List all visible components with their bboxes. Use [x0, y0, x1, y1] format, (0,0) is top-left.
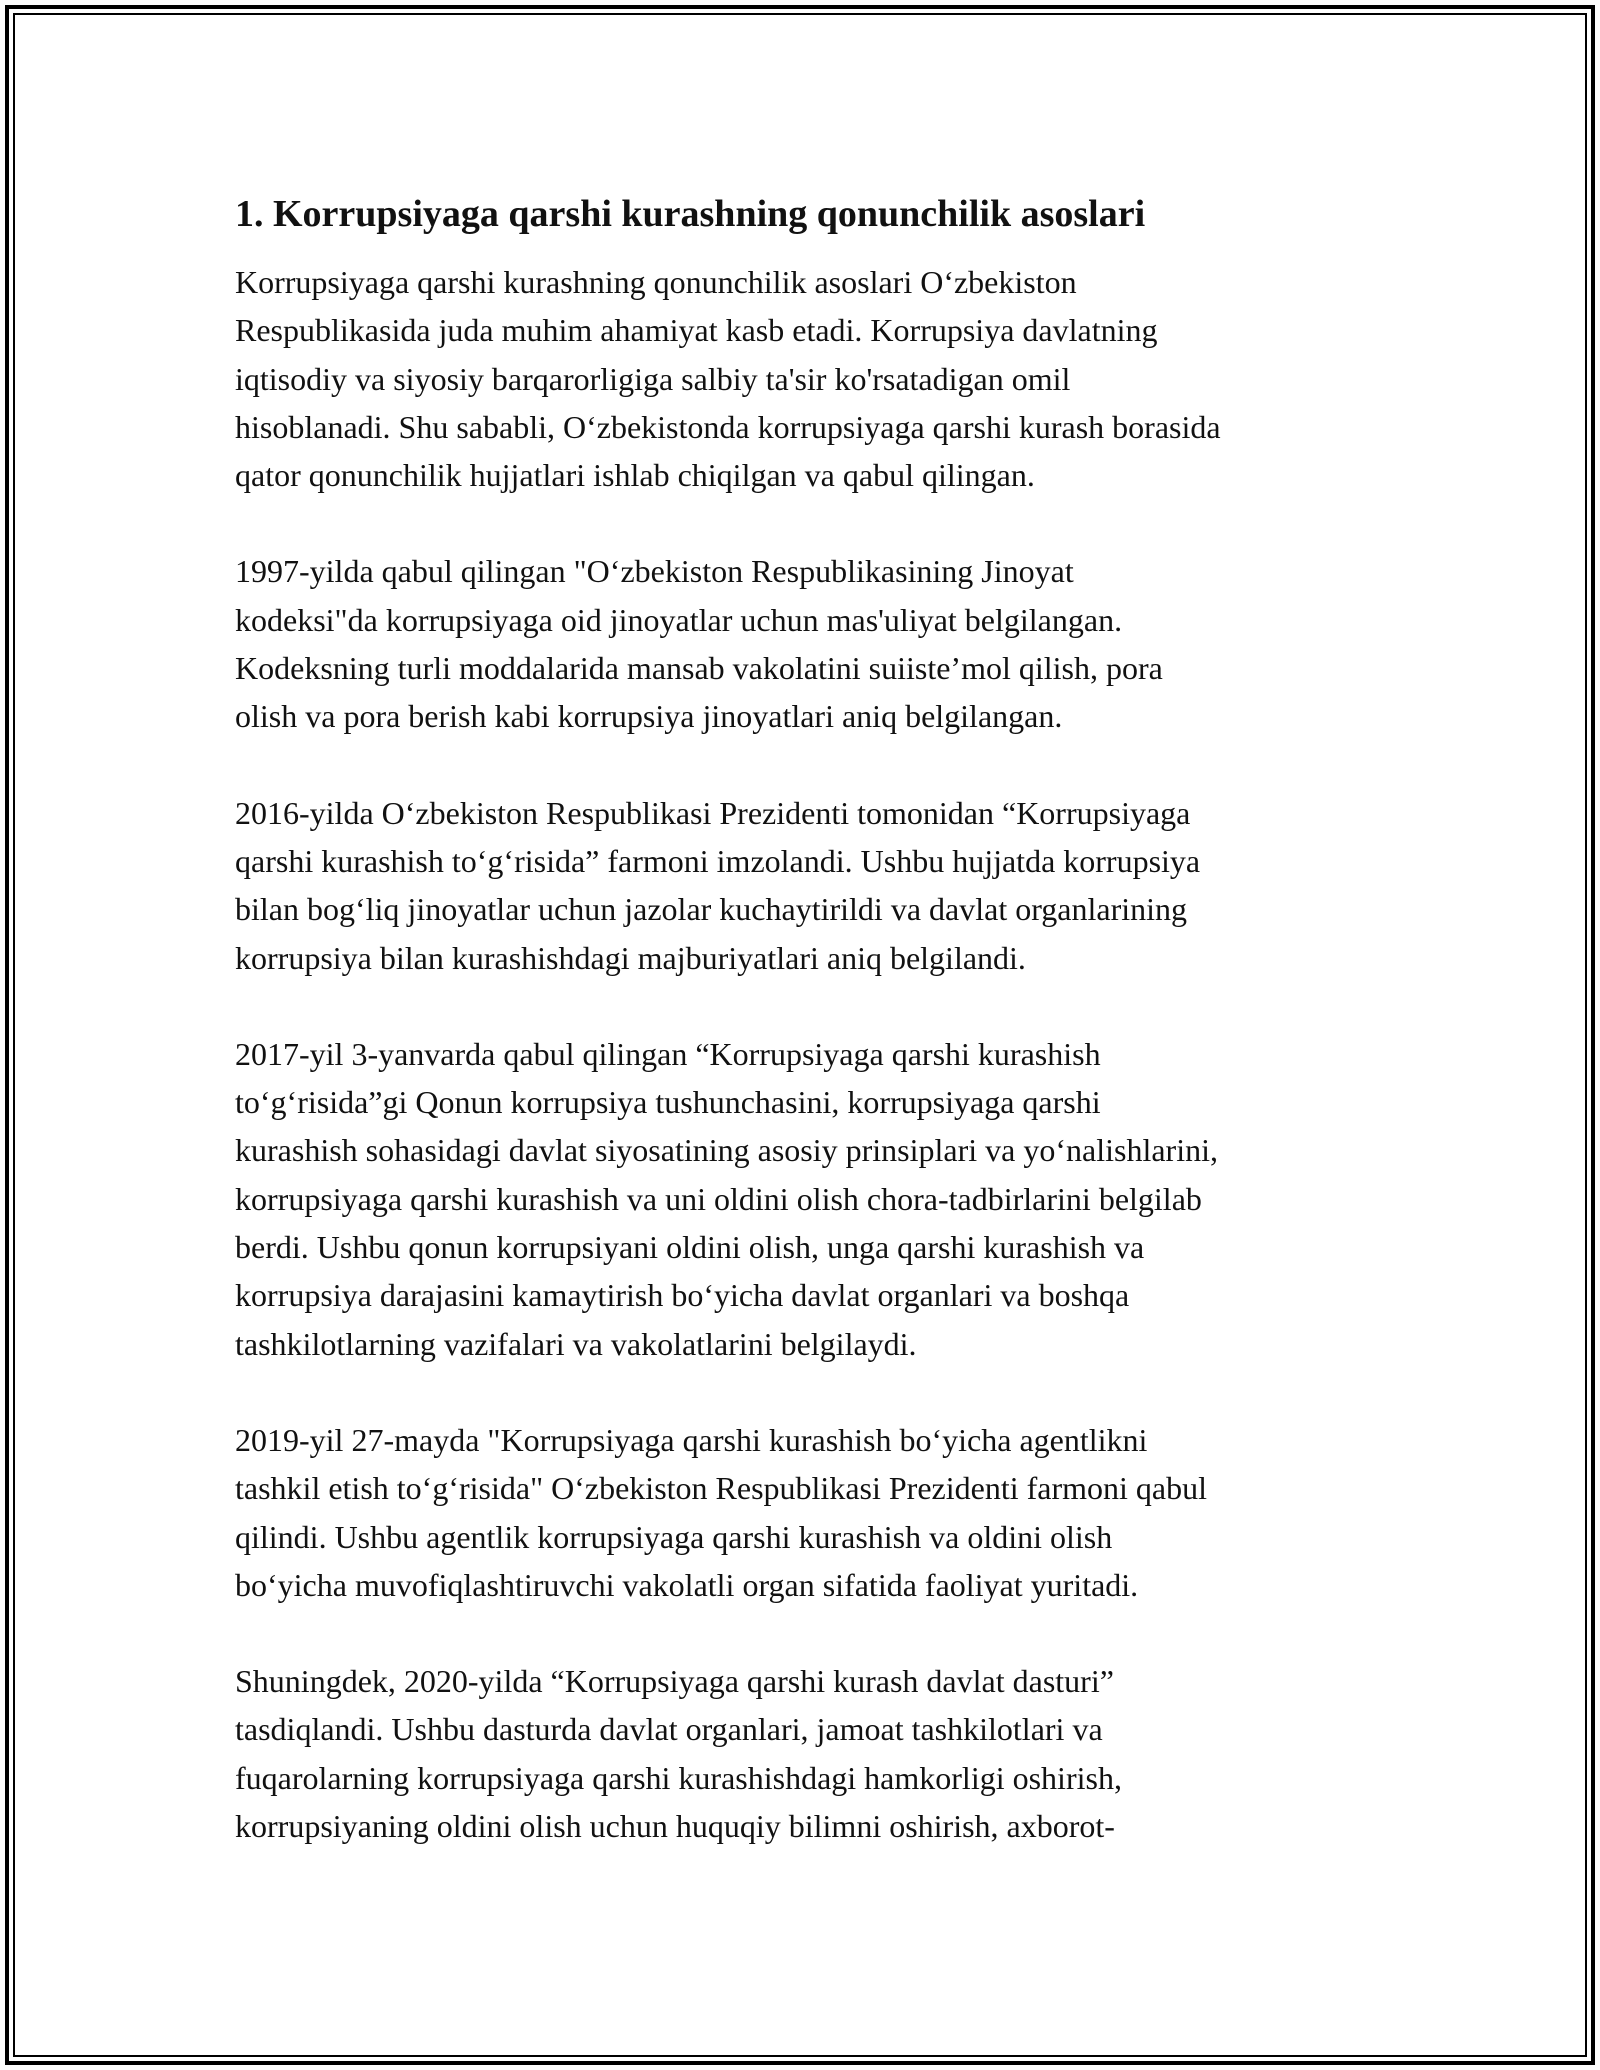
text-line: korrupsiyaning oldini olish uchun huquqiy bilimni oshirish, axborot- [235, 1808, 1115, 1845]
text-line: 2019-yil 27-mayda "Korrupsiyaga qarshi kurashish bo‘yicha agentlikni [235, 1421, 1148, 1458]
paragraph-2020 [235, 1657, 1375, 1850]
text-line: fuqarolarning korrupsiyaga qarshi kurashishdagi hamkorligi oshirish, [235, 1759, 1122, 1796]
text-line: bo‘yicha muvofiqlashtiruvchi vakolatli organ sifatida faoliyat yuritadi. [235, 1566, 1139, 1603]
paragraph-intro [235, 258, 1375, 499]
text-line: berdi. Ushbu qonun korrupsiyani oldini olish, unga qarshi kurashish va [235, 1229, 1145, 1266]
text-line: iqtisodiy va siyosiy barqarorligiga salbiy ta'sir ko'rsatadigan omil [235, 360, 1071, 397]
paragraph-2016 [235, 789, 1375, 982]
text-line: kodeksi"da korrupsiyaga oid jinoyatlar uchun mas'uliyat belgilangan. [235, 601, 1123, 638]
text-line: tashkilotlarning vazifalari va vakolatlarini belgilaydi. [235, 1325, 917, 1362]
document-body [235, 190, 1375, 1898]
text-line: korrupsiyaga qarshi kurashish va uni oldini olish chora-tadbirlarini belgilab [235, 1180, 1202, 1217]
text-line: qarshi kurashish to‘g‘risida” farmoni imzolandi. Ushbu hujjatda korrupsiya [235, 842, 1201, 879]
paragraph-1997 [235, 547, 1375, 740]
text-line: qilindi. Ushbu agentlik korrupsiyaga qarshi kurashish va oldini olish [235, 1518, 1113, 1555]
text-line: kurashish sohasidagi davlat siyosatining asosiy prinsiplari va yo‘nalishlarini, [235, 1132, 1218, 1169]
text-line: korrupsiya bilan kurashishdagi majburiyatlari aniq belgilandi. [235, 939, 1026, 976]
text-line: 2017-yil 3-yanvarda qabul qilingan “Korrupsiyaga qarshi kurashish [235, 1035, 1101, 1072]
text-line: to‘g‘risida”gi Qonun korrupsiya tushunchasini, korrupsiyaga qarshi [235, 1084, 1101, 1121]
section-heading: 1. Korrupsiyaga qarshi kurashning qonunchilik asoslari [235, 193, 1146, 235]
text-line: Korrupsiyaga qarshi kurashning qonunchilik asoslari O‘zbekiston [235, 264, 1077, 300]
text-line: 1997-yilda qabul qilingan "O‘zbekiston Respublikasining Jinoyat [235, 553, 1074, 590]
text-line: korrupsiya darajasini kamaytirish bo‘yicha davlat organlari va boshqa [235, 1277, 1130, 1314]
paragraph-2019 [235, 1416, 1375, 1609]
text-line: bilan bog‘liq jinoyatlar uchun jazolar kuchaytirildi va davlat organlarining [235, 891, 1188, 928]
text-line: olish va pora berish kabi korrupsiya jinoyatlari aniq belgilangan. [235, 698, 1063, 735]
text-line: tasdiqlandi. Ushbu dasturda davlat organlari, jamoat tashkilotlari va [235, 1711, 1103, 1748]
paragraph-2017 [235, 1030, 1375, 1368]
text-line: hisoblanadi. Shu sababli, O‘zbekistonda korrupsiyaga qarshi kurash borasida [235, 408, 1221, 445]
text-line: Respublikasida juda muhim ahamiyat kasb etadi. Korrupsiya davlatning [235, 312, 1158, 349]
text-line: 2016-yilda O‘zbekiston Respublikasi Prezidenti tomonidan “Korrupsiyaga [235, 794, 1191, 831]
text-line: Kodeksning turli moddalarida mansab vakolatini suiiste’mol qilish, pora [235, 650, 1163, 687]
text-line: tashkil etish to‘g‘risida" O‘zbekiston Respublikasi Prezidenti farmoni qabul [235, 1470, 1207, 1507]
text-line: qator qonunchilik hujjatlari ishlab chiqilgan va qabul qilingan. [235, 457, 1035, 494]
text-line: Shuningdek, 2020-yilda “Korrupsiyaga qarshi kurash davlat dasturi” [235, 1663, 1114, 1700]
